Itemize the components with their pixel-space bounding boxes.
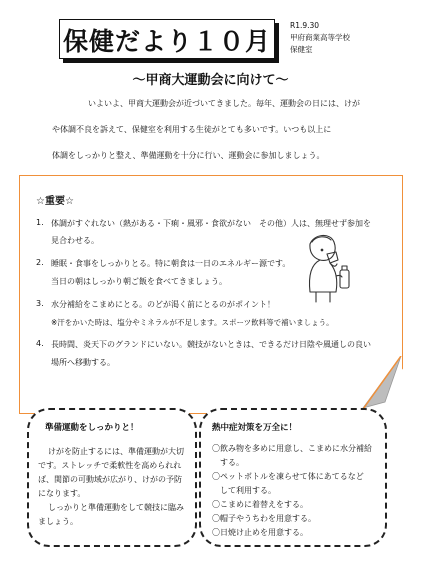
item-2-line-2: 当日の朝はしっかり朝ご飯を食べてきましょう。 xyxy=(51,277,227,286)
heatstroke-line: して利用する。 xyxy=(220,486,276,495)
intro-line-2: や体調不良を訴えて、保健室を利用する生徒がとても多いです。いつも以上に xyxy=(52,125,332,134)
issue-date: R1.9.30 xyxy=(290,21,320,30)
department-name: 保健室 xyxy=(290,45,313,54)
warmup-line: けがを防止するには、準備運動が大切 xyxy=(48,447,184,456)
title-box xyxy=(59,19,275,59)
warmup-line: になります。 xyxy=(38,489,86,498)
important-title: ☆重要☆ xyxy=(36,196,74,207)
heatstroke-line: 〇ペットボトルを凍らせて体にあてるなど xyxy=(212,472,364,481)
newsletter-title: 保健だより１０月 xyxy=(62,27,271,56)
warmup-line: しっかりと準備運動をして競技に臨み xyxy=(48,503,184,512)
heatstroke-line: 〇こまめに着替えをする。 xyxy=(212,500,308,509)
item-4-line-2: 場所へ移動する。 xyxy=(51,358,115,367)
intro-line-1: いよいよ、甲商大運動会が近づいてきました。毎年、運動会の日には、けが xyxy=(88,99,360,108)
heatstroke-line: 〇飲み物を多めに用意し、こまめに水分補給 xyxy=(212,444,372,453)
item-1-line-1: 体調がすぐれない（熱がある・下痢・風邪・食欲がない その他）人は、無理せず参加を xyxy=(51,219,371,228)
item-4-line-1: 長時間、炎天下のグランドにいない。競技がないときは、できるだけ日陰や風通しの良い xyxy=(51,340,371,349)
item-3-line-1: 水分補給をこまめにとる。のどが渇く前にとるのがポイント！ xyxy=(51,300,275,309)
heatstroke-line: する。 xyxy=(220,458,244,467)
warmup-line: ましょう。 xyxy=(38,517,78,526)
subtitle: ～甲商大運動会に向けて～ xyxy=(132,73,289,88)
warmup-title: 準備運動をしっかりと！ xyxy=(45,423,139,433)
item-number: 2. xyxy=(36,258,44,267)
warmup-line: です。ストレッチで柔軟性を高められれ xyxy=(38,461,182,470)
intro-line-3: 体調をしっかりと整え、準備運動を十分に行い、運動会に参加しましょう。 xyxy=(52,151,325,160)
item-1-line-2: 見合わせる。 xyxy=(51,236,99,245)
heatstroke-title: 熱中症対策を万全に！ xyxy=(212,423,298,433)
heatstroke-line: 〇帽子やうちわを用意する。 xyxy=(212,514,316,523)
drinking-water-person-icon xyxy=(300,230,362,304)
heatstroke-line: 〇日焼け止めを用意する。 xyxy=(212,528,308,537)
item-number: 4. xyxy=(36,339,44,348)
item-number: 1. xyxy=(36,218,44,227)
school-name: 甲府商業高等学校 xyxy=(290,33,350,42)
item-2-line-1: 睡眠・食事をしっかりとる。特に朝食は一日のエネルギー源です。 xyxy=(51,259,291,268)
item-3-line-2: ※汗をかいた時は、塩分やミネラルが不足します。スポーツ飲料等で補いましょう。 xyxy=(51,318,334,327)
item-number: 3. xyxy=(36,299,44,308)
page-curl-corner xyxy=(355,356,403,414)
warmup-line: ば、関節の可動域が広がり、けがの予防 xyxy=(38,475,182,484)
